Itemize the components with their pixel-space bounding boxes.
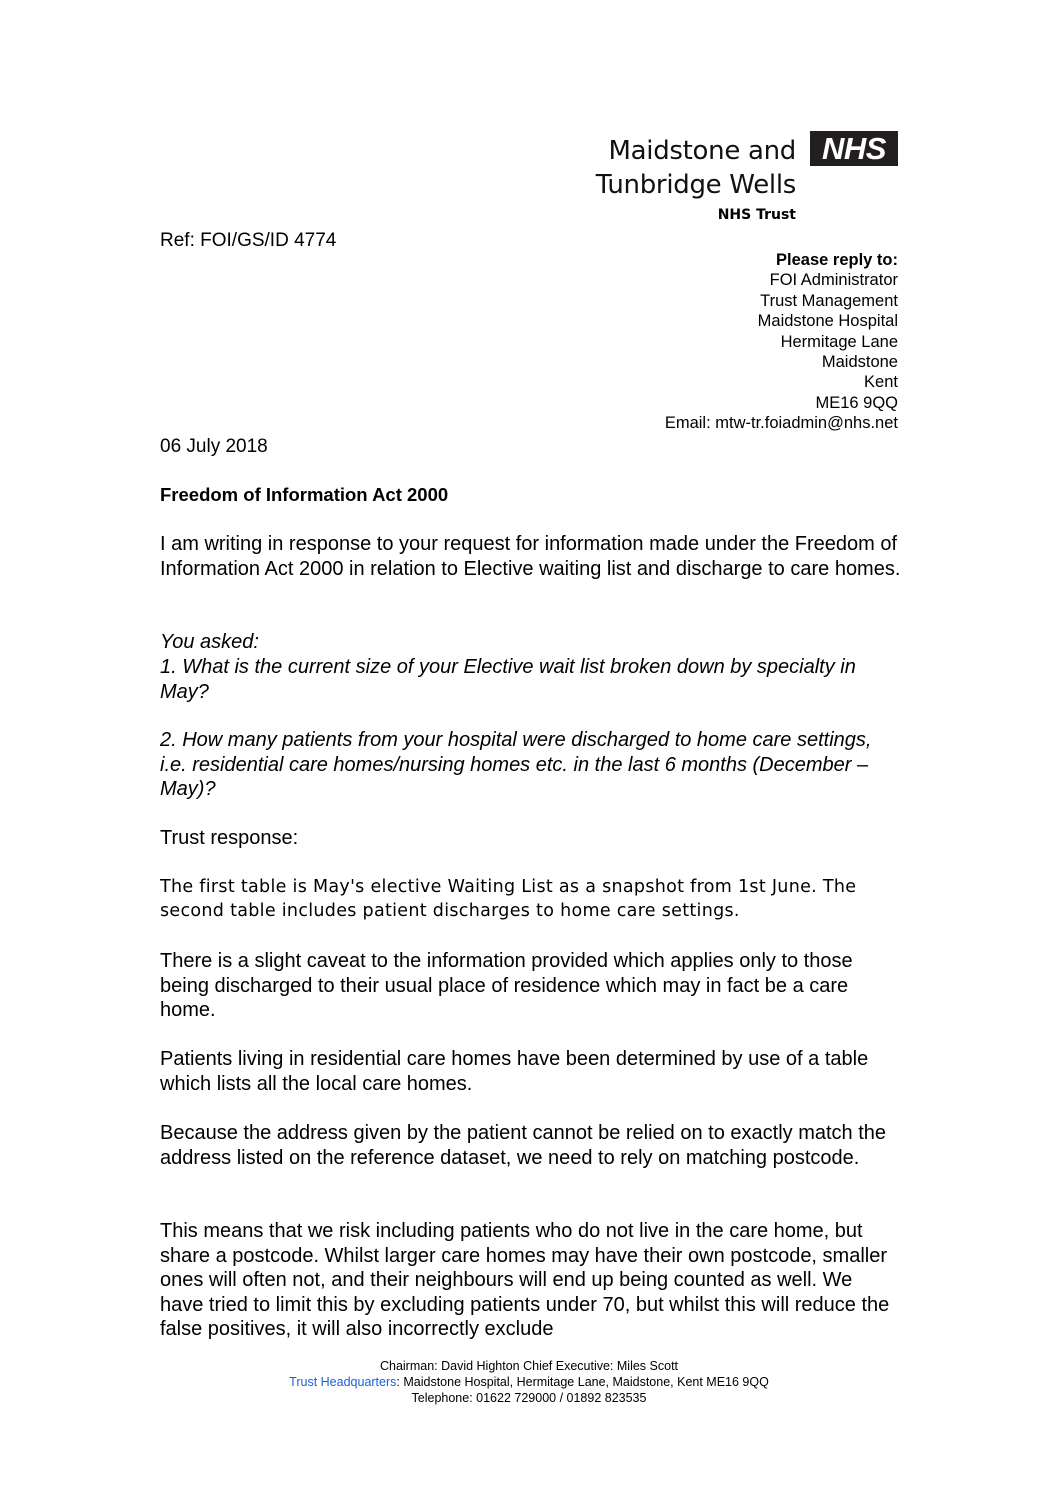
- reply-address: [665, 250, 898, 434]
- reference-number: Ref: FOI/GS/ID 4774: [160, 230, 337, 251]
- response-label: Trust response:: [160, 827, 299, 849]
- reply-line: Kent: [864, 373, 898, 392]
- reply-line: FOI Administrator: [769, 271, 898, 290]
- intro-paragraph: I am writing in response to your request for information made under the Freedom of Information Act 2000 in relation to Elective waiting list and discharge to care homes.: [160, 533, 901, 580]
- response-paragraph-4: Because the address given by the patient cannot be relied on to exactly match the address listed on the reference dataset, we need to rely on matching postcode.: [160, 1122, 887, 1169]
- letter-date: 06 July 2018: [160, 436, 268, 457]
- footer-hq-address: : Maidstone Hospital, Hermitage Lane, Maidstone, Kent ME16 9QQ: [396, 1375, 769, 1389]
- reply-heading: Please reply to:: [776, 251, 898, 269]
- reply-line: Hermitage Lane: [780, 332, 898, 351]
- reply-line: ME16 9QQ: [815, 393, 898, 412]
- logo-line-1: Maidstone and: [608, 136, 796, 166]
- response-paragraph-3: Patients living in residential care homes have been determined by use of a table which lists all the local care homes.: [160, 1048, 869, 1095]
- logo-line-2: Tunbridge Wells: [595, 170, 796, 200]
- reply-line: Trust Management: [760, 291, 898, 310]
- response-paragraph-2: There is a slight caveat to the information provided which applies only to those being discharged to their usual place of residence which may in fact be a care home.: [160, 950, 853, 1021]
- logo-trust: NHS Trust: [717, 207, 796, 223]
- footer-officers: Chairman: David Highton Chief Executive: Miles Scott: [379, 1359, 679, 1373]
- letter-heading: Freedom of Information Act 2000: [160, 484, 449, 505]
- question-2: 2. How many patients from your hospital were discharged to home care settings, i.e. residential care homes/nursing homes etc. in the last 6 months (December – May)?: [160, 729, 872, 800]
- footer-telephone: Telephone: 01622 729000 / 01892 823535: [411, 1391, 647, 1405]
- footer-headquarters: [0, 1375, 1058, 1390]
- reply-email: Email: mtw-tr.foiadmin@nhs.net: [664, 414, 898, 433]
- question-1: 1. What is the current size of your Elective wait list broken down by specialty in May?: [160, 656, 856, 703]
- response-paragraph-5: This means that we risk including patients who do not live in the care home, but share a postcode. Whilst larger care homes may have their own postcode, smaller ones will often not, and their neighbours will end up being counted as well. We have tried to limit this by excluding patients under 70, but whilst this will reduce the false positives, it will also incorrectly exclude: [160, 1220, 890, 1340]
- footer-hq-link[interactable]: Trust Headquarters: [289, 1375, 397, 1389]
- reply-line: Maidstone Hospital: [757, 312, 898, 331]
- asked-label: You asked:: [160, 631, 259, 653]
- response-paragraph-1: The first table is May's elective Waiting List as a snapshot from 1st June. The second table includes patient discharges to home care settings.: [160, 877, 857, 921]
- reply-line: Maidstone: [821, 353, 898, 372]
- nhs-logo: NHS: [810, 131, 898, 166]
